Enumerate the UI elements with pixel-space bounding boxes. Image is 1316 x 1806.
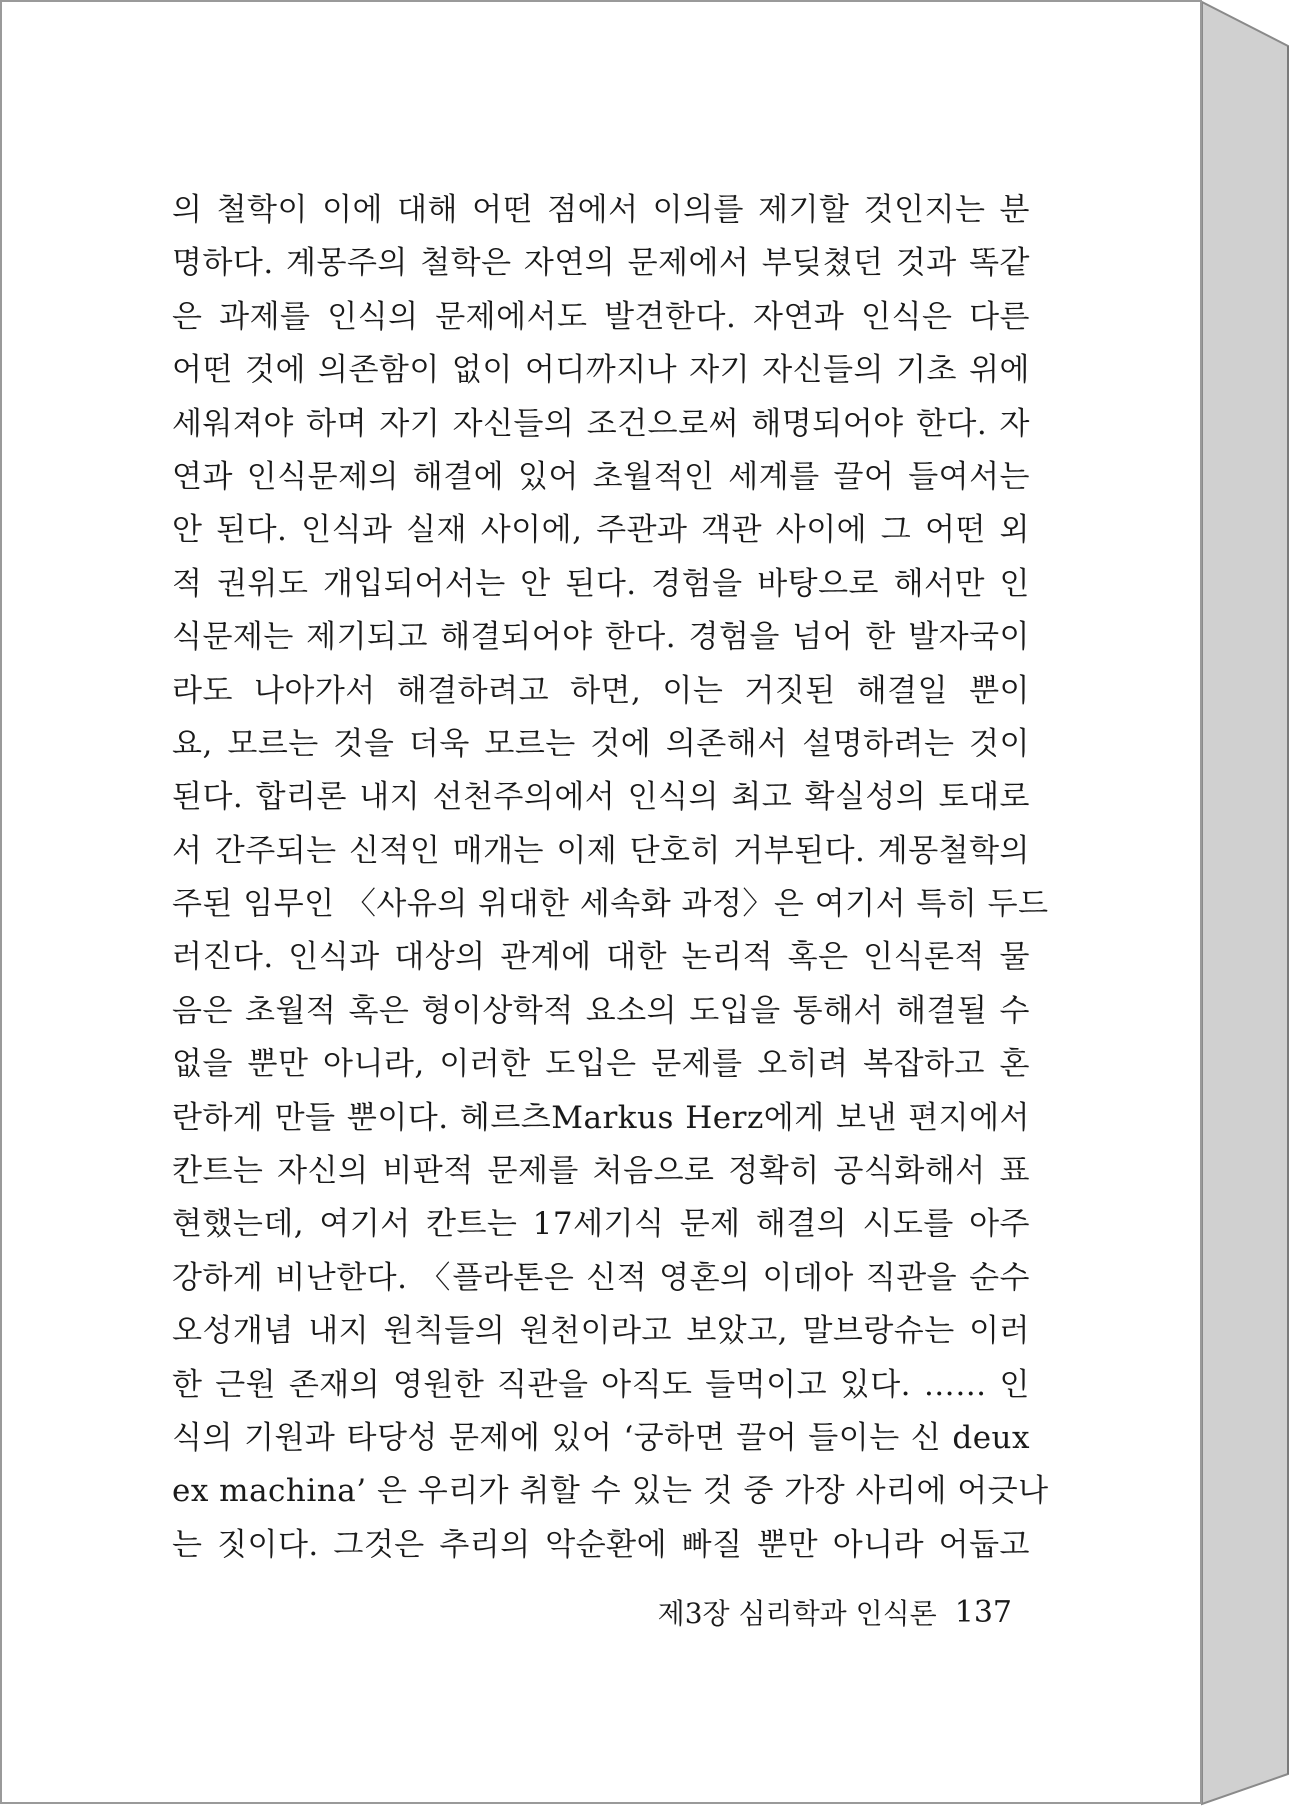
text-line: 라도 나아가서 해결하려고 하면, 이는 거짓된 해결일 뿐이 (172, 672, 1030, 709)
text-line: 된다. 합리론 내지 선천주의에서 인식의 최고 확실성의 토대로 (172, 779, 1030, 816)
text-line: 요, 모르는 것을 더욱 모르는 것에 의존해서 설명하려는 것이 (172, 725, 1030, 762)
text-line: 오성개념 내지 원칙들의 원천이라고 보았고, 말브랑슈는 이러 (172, 1313, 1030, 1350)
text-line: 연과 인식문제의 해결에 있어 초월적인 세계를 끌어 들여서는 (172, 458, 1030, 495)
book-edge-face (1202, 2, 1288, 1804)
page-footer (657, 1584, 1012, 1640)
text-line: 강하게 비난한다. 〈플라톤은 신적 영혼의 이데아 직관을 순수 (172, 1259, 1030, 1296)
text-line: 적 권위도 개입되어서는 안 된다. 경험을 바탕으로 해서만 인 (172, 565, 1030, 602)
body-text (172, 184, 1049, 1572)
page-number: 137 (954, 1594, 1012, 1630)
text-line: 식의 기원과 타당성 문제에 있어 ‘궁하면 끌어 들이는 신 deux (172, 1419, 1030, 1456)
text-line: 안 된다. 인식과 실재 사이에, 주관과 객관 사이에 그 어떤 외 (172, 512, 1030, 549)
text-line: 음은 초월적 혹은 형이상학적 요소의 도입을 통해서 해결될 수 (172, 992, 1030, 1029)
text-line: 한 근원 존재의 영원한 직관을 아직도 들먹이고 있다. …… 인 (172, 1366, 1030, 1403)
text-line: 없을 뿐만 아니라, 이러한 도입은 문제를 오히려 복잡하고 혼 (172, 1046, 1030, 1083)
text-line: 의 철학이 이에 대해 어떤 점에서 이의를 제기할 것인지는 분 (172, 192, 1030, 228)
text-line: 서 간주되는 신적인 매개는 이제 단호히 거부된다. 계몽철학의 (172, 832, 1030, 869)
text-line: 식문제는 제기되고 해결되어야 한다. 경험을 넘어 한 발자국이 (172, 619, 1030, 656)
text-line: 세워져야 하며 자기 자신들의 조건으로써 해명되어야 한다. 자 (172, 405, 1030, 442)
text-line: 주된 임무인 〈사유의 위대한 세속화 과정〉은 여기서 특히 두드 (172, 886, 1049, 923)
text-line: 현했는데, 여기서 칸트는 17세기식 문제 해결의 시도를 아주 (172, 1206, 1030, 1243)
running-head: 제3장 심리학과 인식론 (657, 1597, 937, 1630)
text-line: 란하게 만들 뿐이다. 헤르츠Markus Herz에게 보낸 편지에서 (172, 1099, 1030, 1136)
text-line: 러진다. 인식과 대상의 관계에 대한 논리적 혹은 인식론적 물 (172, 939, 1030, 976)
text-line: 명하다. 계몽주의 철학은 자연의 문제에서 부딪쳤던 것과 똑같 (172, 245, 1030, 282)
text-line: ex machina’ 은 우리가 취할 수 있는 것 중 가장 사리에 어긋나 (172, 1473, 1049, 1510)
text-line: 칸트는 자신의 비판적 문제를 처음으로 정확히 공식화해서 표 (172, 1153, 1030, 1190)
text-line: 은 과제를 인식의 문제에서도 발견한다. 자연과 인식은 다른 (172, 298, 1030, 335)
text-line: 는 짓이다. 그것은 추리의 악순환에 빠질 뿐만 아니라 어둡고 (172, 1526, 1030, 1563)
text-line: 어떤 것에 의존함이 없이 어디까지나 자기 자신들의 기초 위에 (172, 352, 1030, 389)
